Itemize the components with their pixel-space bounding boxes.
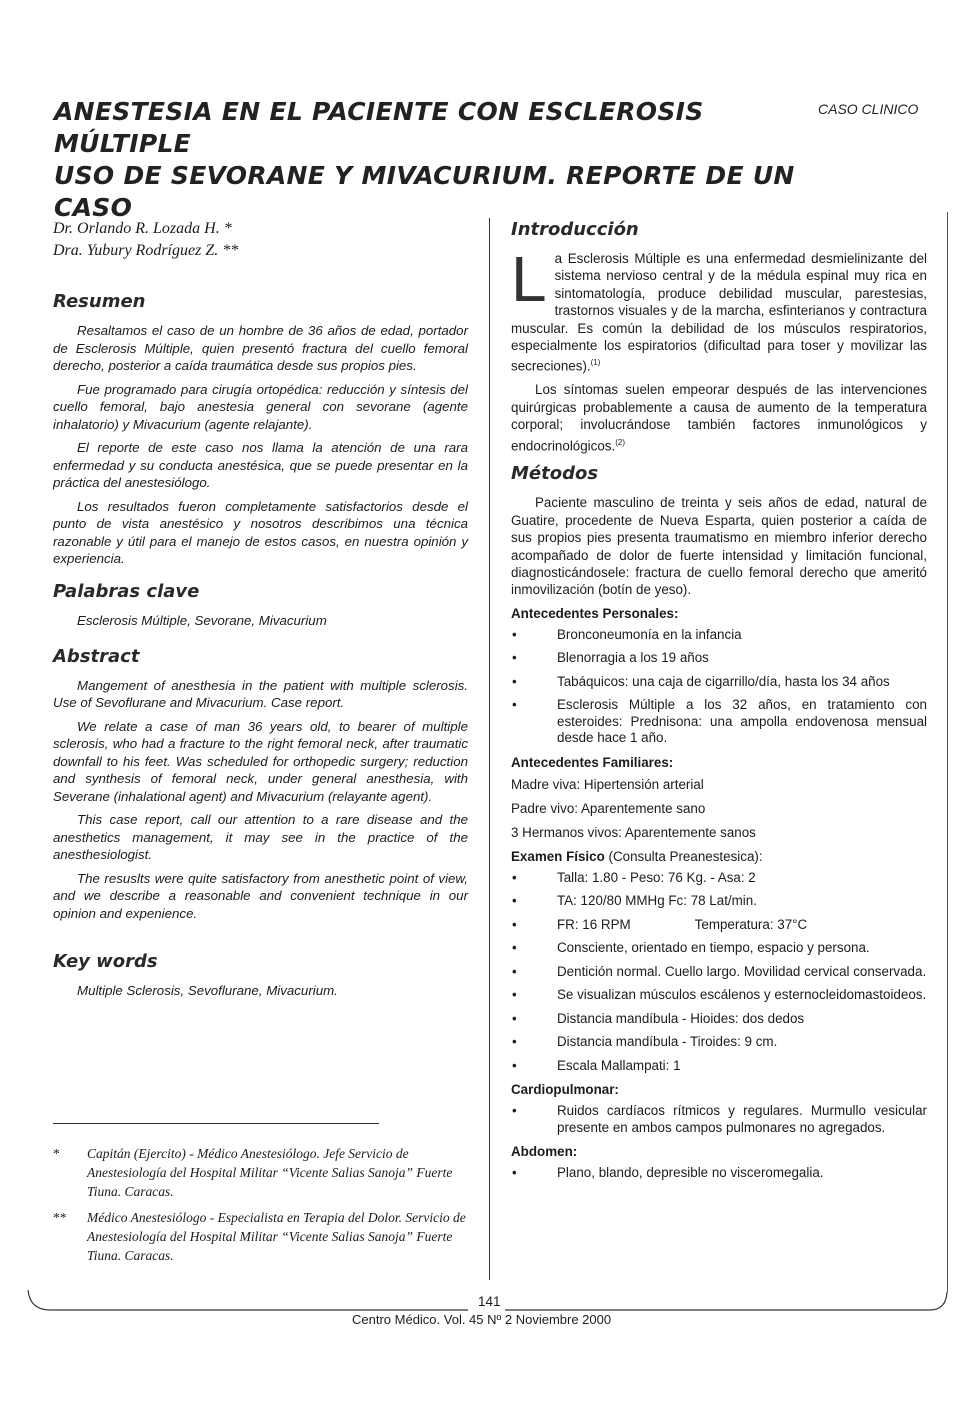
footnote-2: [53, 1208, 468, 1265]
footnote-text: Capitán (Ejercito) - Médico Anestesiólogo. Jefe Servicio de Anestesiología del Hospital Militar “Vicente Salias Sanoja” Fuerte Tiuna. Caracas.: [87, 1146, 453, 1199]
right-border: [947, 212, 948, 1292]
footnote-marker: **: [53, 1210, 67, 1225]
introduccion-heading: Introducción: [511, 219, 639, 240]
abdomen-heading: Abdomen:: [511, 1144, 578, 1160]
footnotes: [53, 1144, 468, 1272]
antecedentes-familiares-heading: Antecedentes Familiares:: [511, 754, 674, 770]
intro-paragraph: [511, 243, 927, 375]
palabras-clave-text: Esclerosis Múltiple, Sevorane, Mivacurium: [77, 612, 327, 628]
key-words-heading: Key words: [53, 951, 158, 972]
footnote-rule: [53, 1123, 379, 1124]
author-2: Dra. Yubury Rodríguez Z. **: [53, 242, 239, 259]
familiar-line: Padre vivo: Aparentemente sano: [511, 800, 706, 816]
abstract-paragraph: This case report, call our attention to a rare disease and the anesthetics management, it may see in the practice of the anesthesiologist.: [53, 812, 468, 862]
list-item: • Esclerosis Múltiple a los 32 años, en tratamiento con esteroides: Prednisona: una ampolla endovenosa mensual desde hace 1 año.: [512, 697, 927, 746]
examen-fisico-list: [511, 870, 927, 1075]
resumen-paragraph: Resaltamos el caso de un hombre de 36 años de edad, portador de Esclerosis Múltiple, quien presentó fractura del cuello femoral derecho, posterior a caída traumática desde sus propios pies.: [53, 323, 468, 373]
list-item: • Se visualizan músculos escálenos y esternocleidomastoideos.: [512, 987, 927, 1003]
abdomen-list: [511, 1165, 927, 1182]
list-item: • Dentición normal. Cuello largo. Movilidad cervical conservada.: [512, 963, 927, 979]
footnote-1: [53, 1144, 468, 1201]
authors: [53, 218, 468, 262]
list-item: • Consciente, orientado en tiempo, espacio y persona.: [512, 940, 870, 956]
author-1: Dr. Orlando R. Lozada H. *: [53, 220, 232, 237]
list-item: • Tabáquicos: una caja de cigarrillo/día, hasta los 34 años: [512, 673, 890, 689]
palabras-clave-heading: Palabras clave: [53, 580, 200, 602]
list-item: • FR: 16 RPM Temperatura: 37°C: [512, 916, 808, 932]
left-column: [53, 218, 468, 1015]
list-item: • Ruidos cardíacos rítmicos y regulares. Murmullo vesicular presente en ambos campos pulmonares no agregados.: [512, 1103, 927, 1135]
list-item: • Bronconeumonía en la infancia: [512, 626, 742, 642]
drop-cap: L: [511, 243, 547, 315]
list-item: • Distancia mandíbula - Hioides: dos dedos: [512, 1010, 805, 1026]
section-label: CASO CLINICO: [818, 101, 919, 117]
key-words-text: Multiple Sclerosis, Sevoflurane, Mivacurium.: [77, 983, 338, 998]
footnote-marker: *: [53, 1146, 60, 1161]
examen-fisico-heading: Examen Físico (Consulta Preanestesica):: [511, 848, 763, 864]
reference-1: (1): [590, 358, 601, 368]
cardiopulmonar-list: [511, 1103, 927, 1136]
list-item: • Talla: 1.80 - Peso: 76 Kg. - Asa: 2: [512, 869, 756, 885]
abstract-paragraph: Mangement of anesthesia in the patient with multiple sclerosis. Use of Sevoflurane and Mivacurium. Case report.: [53, 677, 468, 710]
metodos-paragraph: Paciente masculino de treinta y seis años de edad, natural de Guatire, procedente de Nueva Esparta, quien posterior a caída de sus propios pies presenta traumatismo en miembro inferior derecho acompañado de dolor de fuerte intensidad y limitación funcional, diagnosticándosele: fractura de cuello femoral derecho que ameritó inmovilización (botín de yeso).: [511, 495, 927, 598]
list-item: • TA: 120/80 MMHg Fc: 78 Lat/min.: [512, 893, 757, 909]
list-item: • Distancia mandíbula - Tiroides: 9 cm.: [512, 1034, 778, 1050]
abstract-heading: Abstract: [53, 645, 140, 667]
page-footer: [0, 1290, 970, 1340]
cardiopulmonar-heading: Cardiopulmonar:: [511, 1082, 619, 1098]
familiar-line: Madre viva: Hipertensión arterial: [511, 776, 704, 792]
reference-2: (2): [615, 437, 625, 447]
familiar-line: 3 Hermanos vivos: Aparentemente sanos: [511, 824, 756, 840]
metodos-heading: Métodos: [511, 463, 599, 485]
abstract-paragraph: The resuslts were quite satisfactory from anesthetic point of view, and we describe a reasonable and convenient technique in our opinion and expenience.: [53, 870, 468, 921]
page-number: 141: [478, 1294, 501, 1309]
antecedentes-personales-list: [511, 627, 927, 747]
column-divider: [489, 218, 490, 1280]
list-item: • Blenorragia a los 19 años: [512, 650, 709, 666]
resumen-heading: Resumen: [53, 291, 146, 312]
intro-text: a Esclerosis Múltiple es una enfermedad desmielinizante del sistema nervioso central y de la médula espinal muy rica en sintomatología, produce debilidad muscular, parestesias, trastornos visuales y de la marcha, esfinterianos y contractura muscular. Es común la debilidad de los músculos respiratorios, especialmente los espiratorios (dificultad para toser y movilizar las secreciones).: [511, 251, 927, 374]
list-item: • Plano, blando, depresible no visceromegalia.: [512, 1165, 824, 1181]
antecedentes-personales-heading: Antecedentes Personales:: [511, 605, 679, 621]
journal-citation: Centro Médico. Vol. 45 Nº 2 Noviembre 2000: [352, 1312, 612, 1327]
abstract-paragraph: We relate a case of man 36 years old, to bearer of multiple sclerosis, who had a fracture to the right femoral neck, after traumatic downfall to his feet. Was scheduled for orthopedic surgery; reduction and synthesis of femoral neck, under general anesthesia, with Severane (inhalational agent) and Mivacurium (relayante agent).: [53, 718, 468, 804]
article-title: [54, 96, 814, 224]
right-column: [511, 218, 927, 1189]
resumen-paragraph: Fue programado para cirugía ortopédica: reducción y síntesis del cuello femoral, bajo anestesia general con sevorane (agente inhalatorio) y Mivacurium (agente relajante).: [53, 381, 468, 432]
intro-text: Los síntomas suelen empeorar después de las intervenciones quirúrgicas probablemente a causa de aumento de la temperatura corporal; involucrándose también factores inmunológicos y endocrinológicos.: [511, 382, 927, 453]
title-line-2: USO DE SEVORANE Y MIVACURIUM. REPORTE DE UN CASO: [54, 161, 795, 222]
list-item: • Escala Mallampati: 1: [512, 1057, 681, 1073]
resumen-paragraph: El reporte de este caso nos llama la atención de una rara enfermedad y su conducta anestésica, que se puede presentar en la práctica del anestesiólogo.: [53, 440, 468, 490]
resumen-paragraph: Los resultados fueron completamente satisfactorios desde el punto de vista anestésico y nosotros describimos una técnica razonable y útil para el manejo de estos casos, en nuestra opinión y experiencia.: [53, 498, 468, 566]
footnote-text: Médico Anestesiólogo - Especialista en Terapia del Dolor. Servicio de Anestesiología del Hospital Militar “Vicente Salias Sanoja” Fuerte Tiuna. Caracas.: [87, 1210, 466, 1263]
intro-paragraph: [511, 381, 927, 454]
title-line-1: ANESTESIA EN EL PACIENTE CON ESCLEROSIS MÚLTIPLE: [54, 97, 704, 158]
